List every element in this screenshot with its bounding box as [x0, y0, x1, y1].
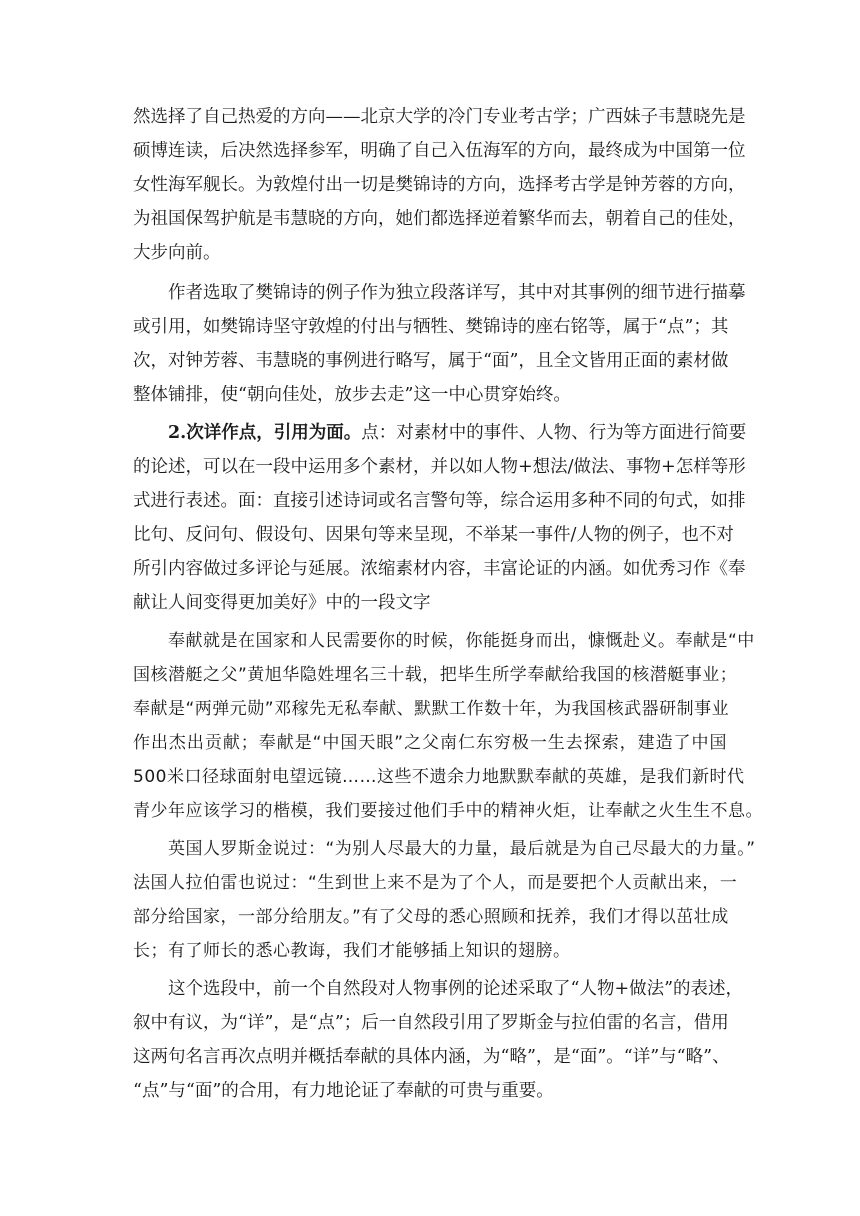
quote-a-line-5: 500米口径球面射电望远镜……这些不遗余力地默默奉献的英雄，是我们新时代: [133, 767, 745, 787]
paragraph-c-line-5: 所引内容做过多评论与延展。浓缩素材内容，丰富论证的内涵。如优秀习作《奉: [133, 559, 746, 579]
quote-b-line-4: 长；有了师长的悉心教诲，我们才能够插上知识的翅膀。: [133, 941, 571, 961]
paragraph-a-line-3: 女性海军舰长。为敦煌付出一切是樊锦诗的方向，选择考古学是钟芳蓉的方向，: [133, 175, 746, 195]
paragraph-b-line-1: 作者选取了樊锦诗的例子作为独立段落详写，其中对其事例的细节进行描摹: [168, 283, 746, 303]
quote-b-line-3: 部分给国家，一部分给朋友。”有了父母的悉心照顾和抚养，我们才得以茁壮成: [133, 907, 729, 927]
quote-a-line-2: 国核潜艇之父”黄旭华隐姓埋名三十载，把毕生所学奉献给我国的核潜艇事业；: [133, 665, 738, 685]
quote-a-line-4: 作出杰出贡献；奉献是“中国天眼”之父南仁东穷极一生去探索，建造了中国: [133, 733, 727, 753]
paragraph-a-line-2: 硕博连读，后决然选择参军，明确了自己入伍海军的方向，最终成为中国第一位: [133, 141, 746, 161]
paragraph-a-line-4: 为祖国保驾护航是韦慧晓的方向，她们都选择逆着繁华而去，朝着自己的佳处，: [133, 209, 746, 229]
paragraph-b-line-2: 或引用，如樊锦诗坚守敦煌的付出与牺牲、樊锦诗的座右铭等，属于“点”；其: [133, 317, 729, 337]
paragraph-d-line-1: 这个选段中，前一个自然段对人物事例的论述采取了“人物+做法”的表述，: [168, 979, 744, 999]
quote-a-line-3: 奉献是“两弹元勋”邓稼先无私奉献、默默工作数十年，为我国核武器研制事业: [133, 699, 730, 719]
paragraph-b-line-4: 整体铺排，使“朝向佳处，放步去走”这一中心贯穿始终。: [133, 385, 571, 405]
quote-a-line-6: 青少年应该学习的楷模，我们要接过他们手中的精神火炬，让奉献之火生生不息。: [133, 801, 763, 821]
quote-b-line-2: 法国人拉伯雷也说过：“生到世上来不是为了个人，而是要把个人贡献出来，一: [133, 873, 738, 893]
paragraph-d-line-4: “点”与“面”的合用，有力地论证了奉献的可贵与重要。: [133, 1081, 554, 1101]
paragraph-c-line-4: 比句、反问句、假设句、因果句等来呈现，不举某一事件/人物的例子，也不对: [133, 525, 734, 545]
paragraph-c-first-line-rest: 点：对素材中的事件、人物、行为等方面进行简要: [361, 423, 747, 443]
paragraph-c-line-6: 献让人间变得更加美好》中的一段文字: [133, 593, 431, 613]
paragraph-c-line-2: 的论述，可以在一段中运用多个素材，并以如人物+想法/做法、事物+怎样等形: [133, 457, 746, 477]
section-heading: 2.次详作点，引用为面。: [168, 423, 362, 443]
paragraph-c-line-3: 式进行表述。面：直接引述诗词或名言警句等，综合运用多种不同的句式，如排: [133, 491, 746, 511]
quote-a-line-1: 奉献就是在国家和人民需要你的时候，你能挺身而出，慷慨赴义。奉献是“中: [168, 631, 755, 651]
paragraph-c-line-1: [168, 416, 747, 450]
paragraph-d-line-3: 这两句名言再次点明并概括奉献的具体内涵，为“略”，是“面”。“详”与“略”、: [133, 1047, 730, 1067]
quote-b-line-1: 英国人罗斯金说过：“为别人尽最大的力量，最后就是为自己尽最大的力量。”: [168, 839, 756, 859]
paragraph-a-line-5: 大步向前。: [133, 243, 221, 263]
paragraph-b-line-3: 次，对钟芳蓉、韦慧晓的事例进行略写，属于“面”，且全文皆用正面的素材做: [133, 351, 729, 371]
paragraph-d-line-2: 叙中有议，为“详”，是“点”；后一自然段引用了罗斯金与拉伯雷的名言，借用: [133, 1013, 729, 1033]
paragraph-a-line-1: 然选择了自己热爱的方向——北京大学的冷门专业考古学；广西妹子韦慧晓先是: [133, 107, 746, 127]
